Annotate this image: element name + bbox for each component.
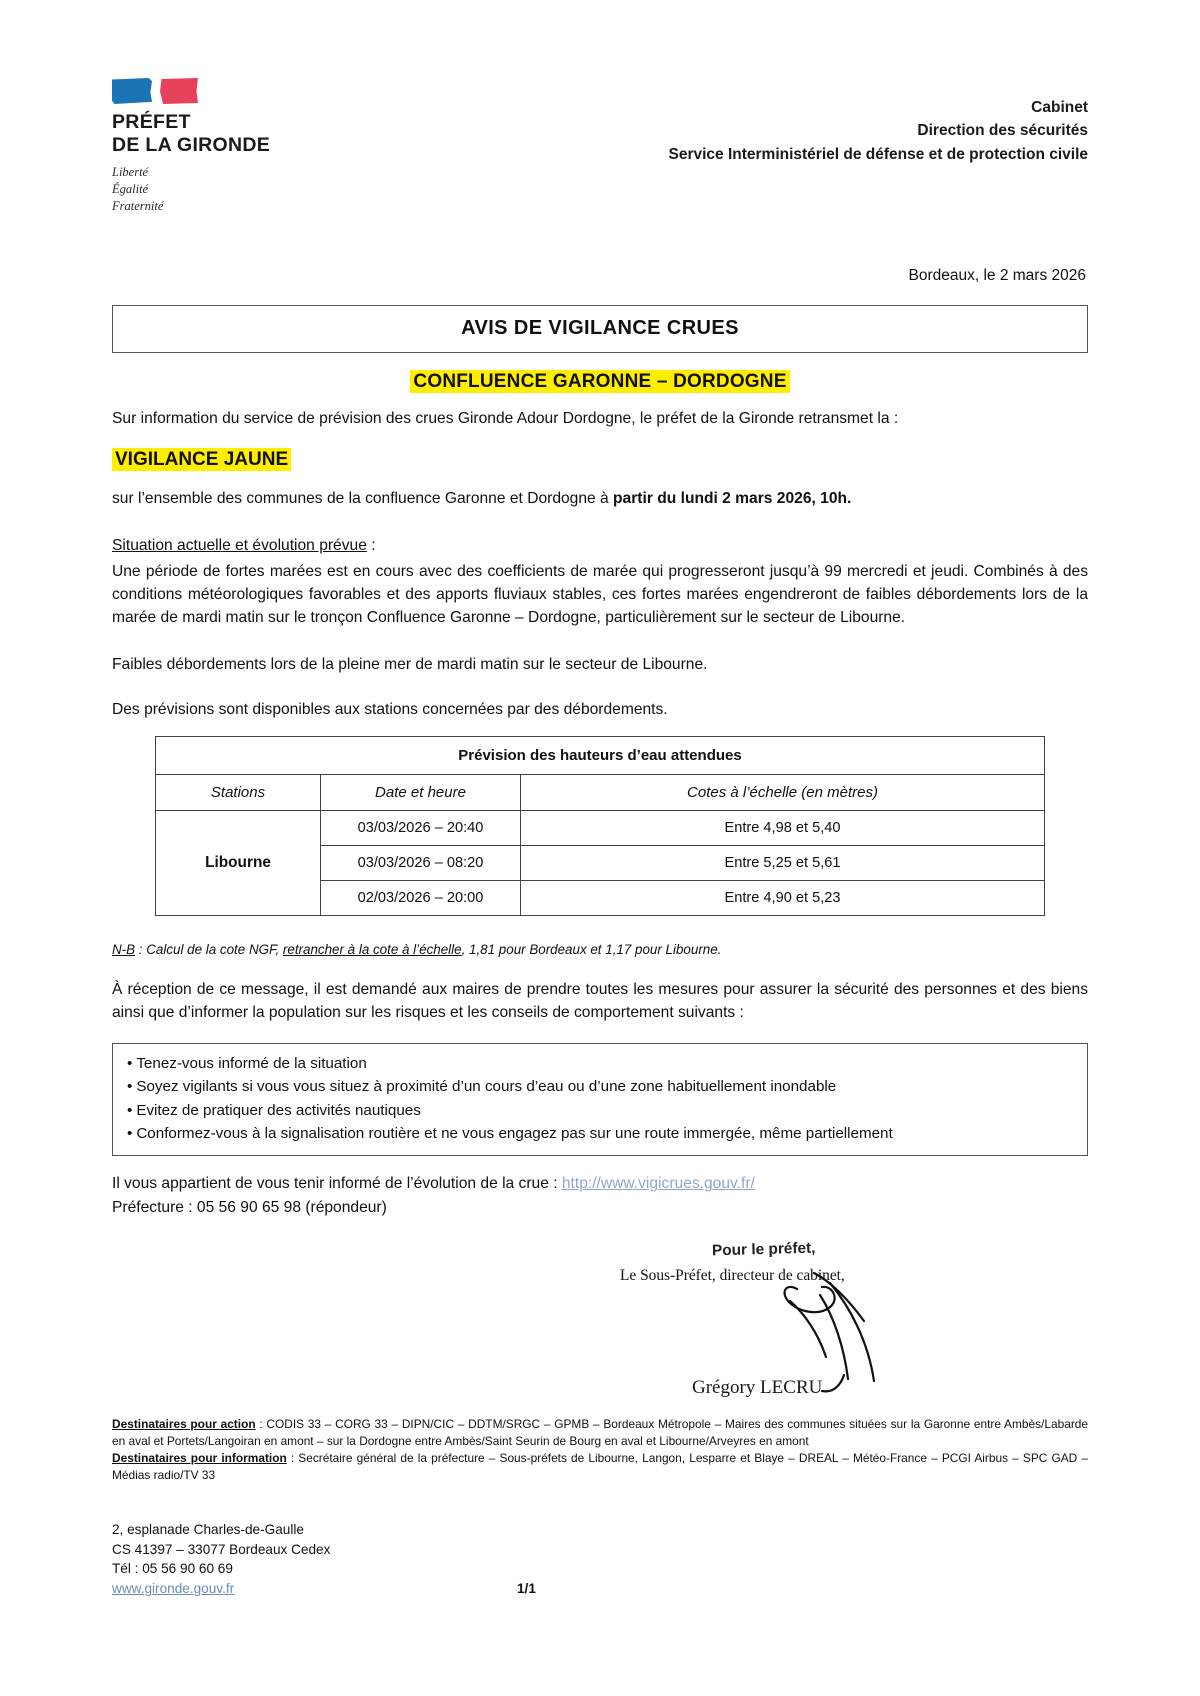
service-line-direction: Direction des sécurités — [917, 122, 1088, 140]
prefet-title-line2: DE LA GIRONDE — [112, 133, 271, 156]
footer-address-line1: 2, esplanade Charles-de-Gaulle — [112, 1521, 304, 1537]
column-header-datetime: Date et heure — [321, 775, 521, 811]
situation-paragraph-1: Une période de fortes marées est en cours avec des coefficients de marée qui progresseront jusqu’à 99 mercredi et jeudi. Combinés à des conditions météorologiques favorables et des apports fluviaux stables, ces fortes marées engendreront de faibles débordements lors de la marée de mardi matin sur le tronçon Confluence Garonne – Dordogne, particulièrement sur le secteur de Libourne. — [112, 563, 1088, 627]
nb-note — [112, 942, 1088, 957]
footer-address-line2: CS 41397 – 33077 Bordeaux Cedex — [112, 1541, 331, 1557]
consigne-text: Conformez-vous à la signalisation routière et ne vous engagez pas sur une route immergée, même partiellement — [136, 1125, 893, 1143]
footer-website-link[interactable]: www.gironde.gouv.fr — [112, 1580, 235, 1596]
vigicrues-link[interactable]: http://www.vigicrues.gouv.fr/ — [561, 1175, 755, 1193]
issuing-service-block — [668, 78, 1088, 166]
document-title-box — [112, 305, 1088, 353]
prefet-title-line1: PRÉFET — [112, 111, 191, 133]
row-cote: Entre 4,98 et 5,40 — [521, 811, 1045, 846]
consigne-text: Soyez vigilants si vous vous situez à proximité d’un cours d’eau ou d’une zone habituellement inondable — [136, 1078, 837, 1096]
nb-label: N-B — [112, 942, 136, 957]
bullet-icon: • — [127, 1054, 133, 1072]
situation-paragraph-2: Faibles débordements lors de la pleine mer de mardi matin sur le secteur de Libourne. — [112, 656, 708, 674]
bullet-icon: • — [127, 1078, 133, 1096]
instruction-paragraph: À réception de ce message, il est demandé aux maires de prendre toutes les mesures pour assurer la sécurité des personnes et des biens ainsi que d’informer la population sur les risques et les conseils de comportement suivants : — [112, 981, 1088, 1021]
table-caption-row — [156, 737, 1045, 775]
consigne-text: Evitez de pratiquer des activités nautiques — [136, 1101, 421, 1119]
consigne-item — [127, 1122, 1073, 1145]
situation-paragraph-3: Des prévisions sont disponibles aux stations concernées par des débordements. — [112, 701, 668, 719]
devise-fraternite: Fraternité — [112, 198, 164, 213]
flag-blue-stripe — [112, 78, 152, 104]
subtitle-wrapper — [112, 371, 1088, 393]
consigne-item — [127, 1099, 1073, 1122]
vigilance-level-wrapper — [112, 446, 1088, 474]
french-flag-icon — [112, 78, 198, 104]
flag-red-stripe — [160, 78, 198, 104]
row-cote: Entre 5,25 et 5,61 — [521, 846, 1045, 881]
vigilance-level-badge: VIGILANCE JAUNE — [112, 448, 291, 471]
intro-paragraph: Sur information du service de prévision des crues Gironde Adour Dordogne, le préfet de la Gironde retransmet la : — [112, 409, 899, 427]
bullet-icon: • — [127, 1125, 133, 1143]
nb-mid-text: : Calcul de la cote NGF, — [135, 942, 283, 957]
row-datetime: 03/03/2026 – 08:20 — [321, 846, 521, 881]
consigne-item — [127, 1052, 1073, 1075]
table-row — [156, 811, 1045, 846]
recipients-action-label: Destinataires pour action — [112, 1417, 256, 1432]
signature-pour-le-prefet: Pour le préfet, — [711, 1239, 816, 1260]
forecast-table-wrapper — [112, 736, 1088, 916]
scope-text: sur l’ensemble des communes de la confluence Garonne et Dordogne à — [112, 490, 614, 508]
devise-egalite: Égalité — [112, 181, 149, 196]
nb-underlined-text: retrancher à la cote à l’échelle — [282, 942, 462, 957]
recipients-block — [112, 1416, 1088, 1484]
footer-phone: Tél : 05 56 90 60 69 — [112, 1561, 233, 1577]
scope-paragraph — [112, 488, 1088, 511]
handwritten-signature-icon — [582, 1255, 1002, 1395]
contact-block — [112, 1172, 1088, 1219]
recipients-info-label: Destinataires pour information — [112, 1451, 287, 1466]
consignes-box — [112, 1043, 1088, 1157]
document-header — [112, 78, 1088, 215]
vigicrues-line — [112, 1172, 1088, 1195]
row-cote: Entre 4,90 et 5,23 — [521, 881, 1045, 916]
scope-start-time: partir du lundi 2 mars 2026, 10h. — [613, 490, 852, 508]
flag-white-stripe — [152, 78, 160, 104]
signature-role-line: Le Sous-Préfet, directeur de cabinet, — [620, 1267, 845, 1285]
prefecture-phone-line: Préfecture : 05 56 90 65 98 (répondeur) — [112, 1198, 387, 1216]
consigne-text: Tenez-vous informé de la situation — [136, 1054, 367, 1072]
column-header-stations: Stations — [156, 775, 321, 811]
situation-heading-colon: : — [366, 537, 376, 555]
situation-heading-row — [112, 537, 1088, 555]
signatory-name: Grégory LECRU — [692, 1377, 823, 1399]
devise-liberte: Liberté — [112, 164, 149, 179]
row-datetime: 02/03/2026 – 20:00 — [321, 881, 521, 916]
nb-end-text: , 1,81 pour Bordeaux et 1,17 pour Libourne. — [461, 942, 722, 957]
station-name-libourne: Libourne — [156, 811, 321, 916]
service-line-cabinet: Cabinet — [1031, 99, 1088, 116]
recipients-info-text: : Secrétaire général de la préfecture – Sous-préfets de Libourne, Langon, Lesparre et Blaye – DREAL – Météo-France – PCGI Airbus – SPC GAD – Médias radio/TV 33 — [112, 1451, 1088, 1482]
recipients-action-text: : CODIS 33 – CORG 33 – DIPN/CIC – DDTM/SRGC – GPMB – Bordeaux Métropole – Maires des communes situées sur la Garonne entre Ambès/Labarde en aval et Portets/Langoiran en amont – sur la Dordogne entre Ambès/Saint Seurin de Bourg en aval et Libourne/Arveyres en amont — [112, 1417, 1088, 1449]
column-header-cote: Cotes à l’échelle (en mètres) — [521, 775, 1045, 811]
vigicrues-label: Il vous appartient de vous tenir informé de l’évolution de la crue : — [112, 1175, 562, 1193]
page-number: 1/1 — [517, 1580, 536, 1596]
subtitle-highlight: CONFLUENCE GARONNE – DORDOGNE — [410, 370, 789, 393]
page-title: AVIS DE VIGILANCE CRUES — [461, 316, 739, 339]
table-caption: Prévision des hauteurs d’eau attendues — [156, 737, 1045, 775]
place-and-date: Bordeaux, le 2 mars 2026 — [908, 266, 1086, 284]
consigne-item — [127, 1075, 1073, 1098]
table-header-row — [156, 775, 1045, 811]
signature-area — [112, 1237, 1088, 1412]
row-datetime: 03/03/2026 – 20:40 — [321, 811, 521, 846]
bullet-icon: • — [127, 1101, 133, 1119]
prefecture-logo-block — [112, 78, 412, 215]
forecast-table — [155, 736, 1045, 916]
devise-block — [112, 164, 412, 215]
document-footer — [112, 1520, 1088, 1599]
service-line-sidpc: Service Interministériel de défense et de protection civile — [668, 145, 1088, 163]
situation-heading: Situation actuelle et évolution prévue — [112, 537, 367, 555]
